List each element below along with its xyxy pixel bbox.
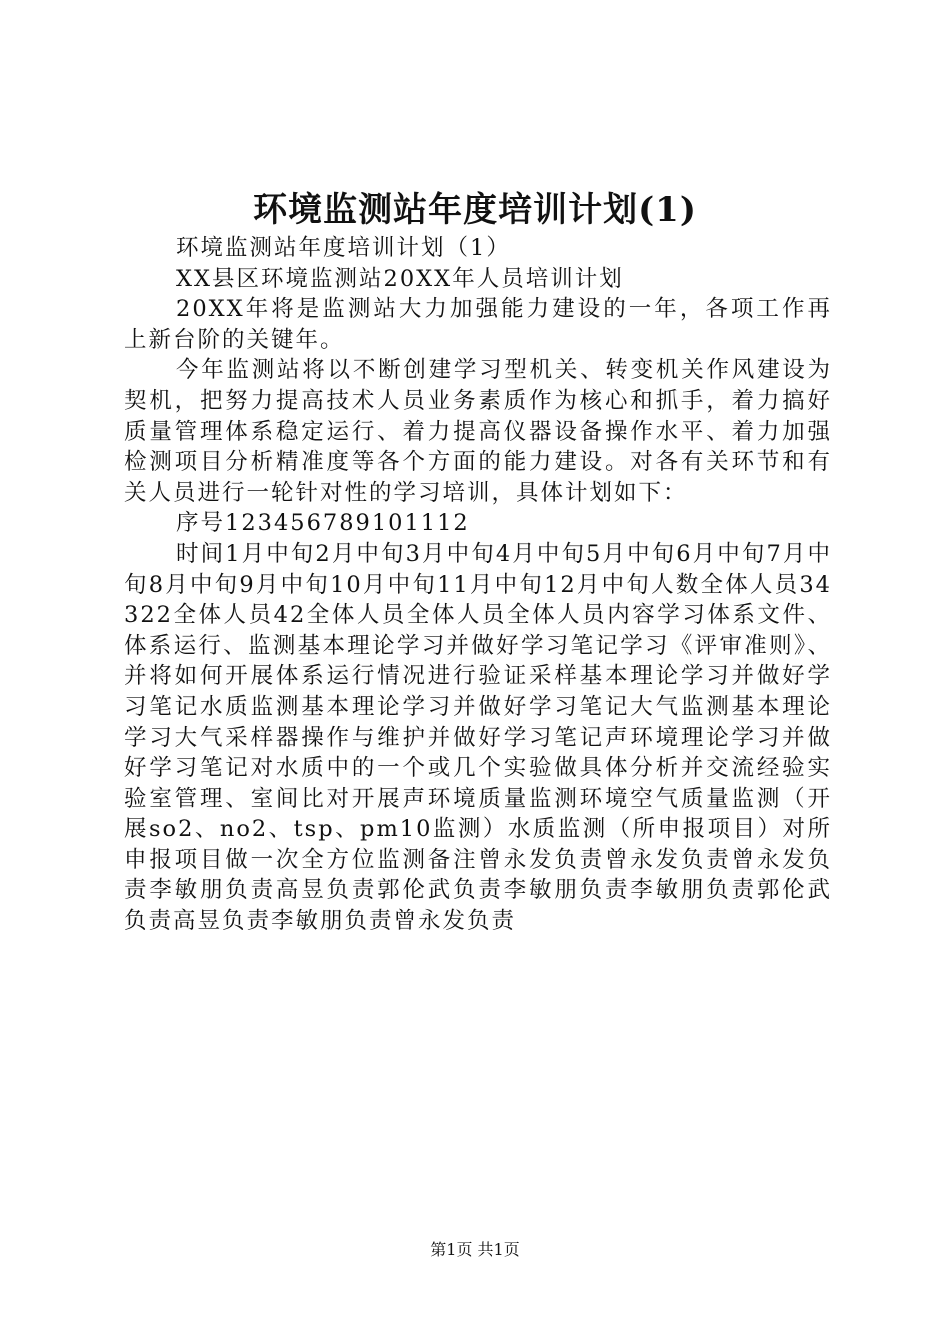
paragraph-goals: 今年监测站将以不断创建学习型机关、转变机关作风建设为契机，把努力提高技术人员业务素质作为核心和抓手，着力搞好质量管理体系稳定运行、着力提高仪器设备操作水平、着力加强检测项目分析精准度等各个方面的能力建设。对各有关环节和有关人员进行一轮针对性的学习培训，具体计划如下：: [124, 357, 832, 506]
page-footer: 第1页 共1页: [430, 1240, 520, 1259]
paragraph-plan-name: XX县区环境监测站20XX年人员培训计划: [176, 265, 624, 292]
paragraph-schedule: 时间1月中旬2月中旬3月中旬4月中旬5月中旬6月中旬7月中旬8月中旬9月中旬10月中旬11月中旬12月中旬人数全体人员34322全体人员42全体人员全体人员全体人员内容学习体系文件、体系运行、监测基本理论学习并做好学习笔记学习《评审准则》、并将如何开展体系运行情况进行验证采样基本理论学习并做好学习笔记水质监测基本理论学习并做好学习笔记大气监测基本理论学习大气采样器操作与维护并做好学习笔记声环境理论学习并做好学习笔记对水质中的一个或几个实验做具体分析并交流经验实验室管理、室间比对开展声环境质量监测环境空气质量监测（开展so2、no2、tsp、pm10监测）水质监测（所申报项目）对所申报项目做一次全方位监测备注曾永发负责曾永发负责曾永发负责李敏朋负责高昱负责郭伦武负责李敏朋负责李敏朋负责郭伦武负责高昱负责李敏朋负责曾永发负责: [124, 540, 832, 935]
document-body: [124, 233, 832, 937]
paragraph-heading-repeat: 环境监测站年度培训计划（1）: [176, 235, 511, 261]
paragraph-intro: 20XX年将是监测站大力加强能力建设的一年，各项工作再上新台阶的关键年。: [124, 296, 832, 353]
document-title: 环境监测站年度培训计划(1): [253, 190, 697, 230]
paragraph-serial-numbers: 序号123456789101112: [176, 510, 470, 537]
